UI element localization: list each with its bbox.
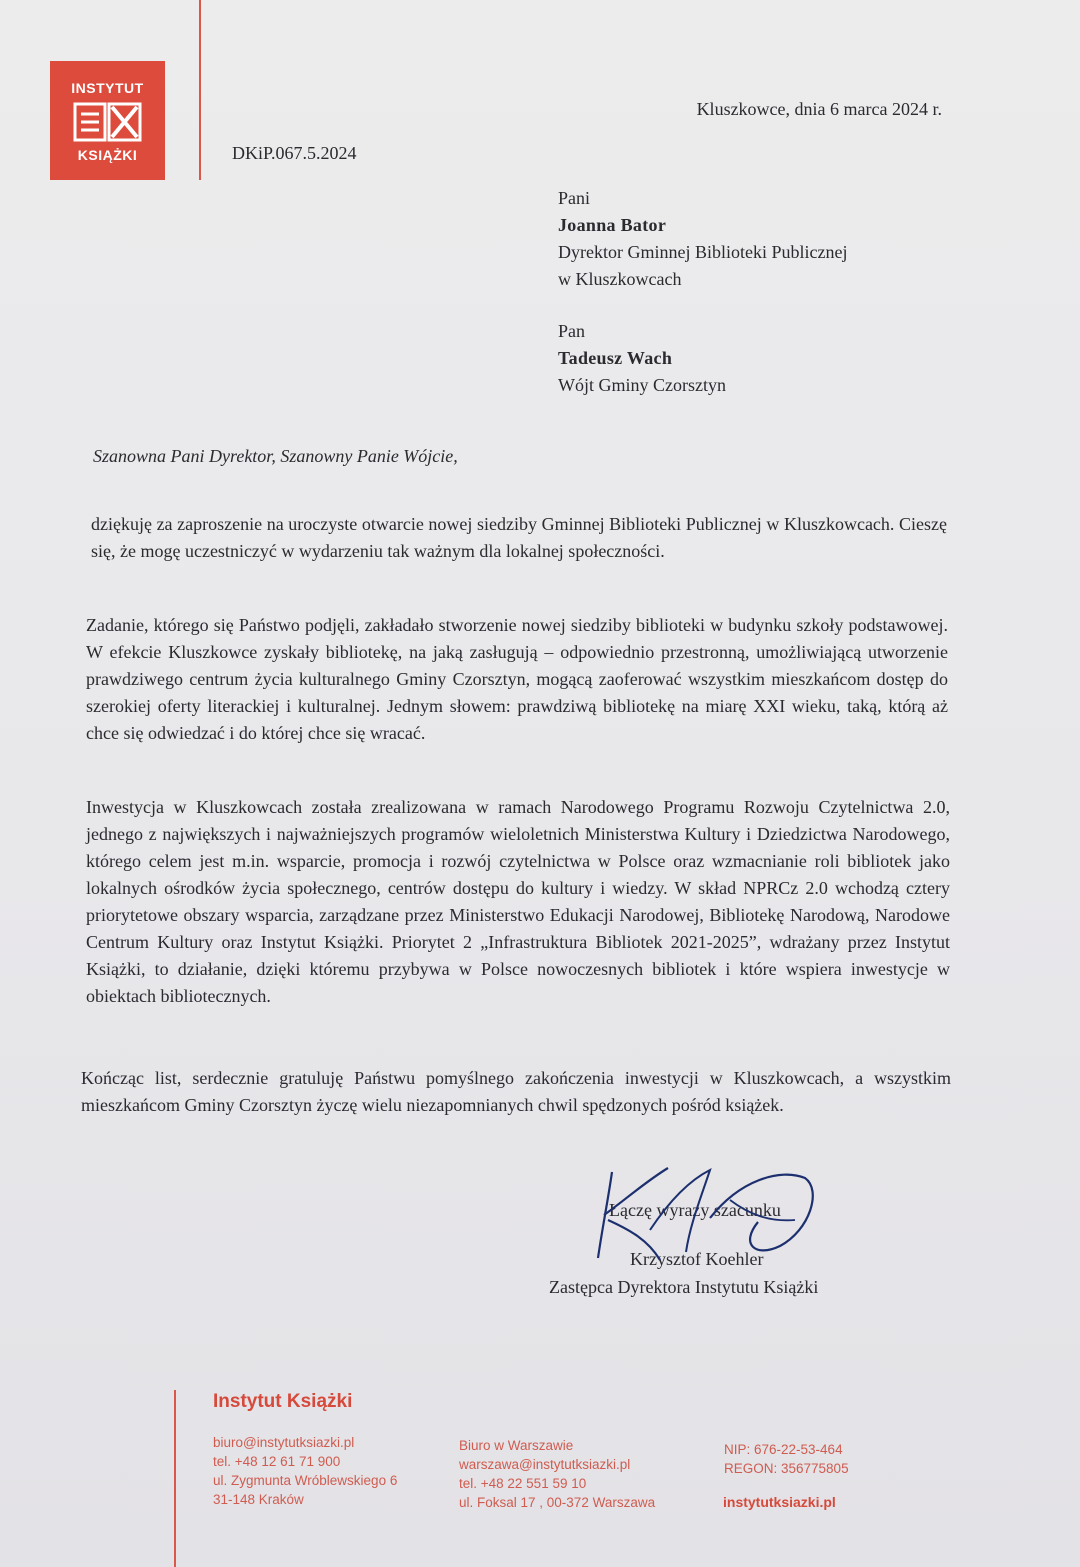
footer-warsaw-contact bbox=[459, 1436, 655, 1512]
addressee-name: Joanna Bator bbox=[558, 215, 667, 235]
addressee-salutation: Pani bbox=[558, 188, 591, 208]
body-paragraph: Kończąc list, serdecznie gratuluję Państwu pomyślnego zakończenia inwestycji w Kluszkowcach, a wszystkim mieszkańcom Gminy Czorsztyn życzę wielu niezapomnianych chwil spędzonych pośród książek. bbox=[81, 1068, 951, 1115]
reference-number: DKiP.067.5.2024 bbox=[232, 143, 357, 163]
footer-street: ul. Zygmunta Wróblewskiego 6 bbox=[213, 1473, 398, 1488]
logo-line-2: KSIĄŻKI bbox=[77, 147, 138, 163]
signer-name: Krzysztof Koehler bbox=[630, 1249, 764, 1269]
book-x-icon bbox=[73, 102, 142, 142]
body-paragraph: Zadanie, którego się Państwo podjęli, zakładało stworzenie nowej siedziby biblioteki w budynku szkoły podstawowej. W efekcie Kluszkowce zyskały bibliotekę, na jaką zasługują – odpowiednio przestronną, umożliwiającą utworzenie prawdziwego centrum życia kulturalnego Gminy Czorsztyn, mogącą zaoferować wszystkim mieszkańcom dostęp do szerokiej oferty literackiej i kulturalnej. Jednym słowem: prawdziwą bibliotekę na miarę XXI wieku, taką, którą aż chce się odwiedzać i do której chce się wracać. bbox=[86, 615, 948, 743]
footer-company-ids bbox=[724, 1440, 849, 1478]
addressee-block bbox=[558, 185, 847, 293]
footer-brand: Instytut Książki bbox=[213, 1391, 353, 1412]
addressee-block bbox=[558, 318, 726, 399]
footer-regon: REGON: 356775805 bbox=[724, 1461, 849, 1476]
footer-red-rule bbox=[174, 1390, 176, 1567]
letter-date: Kluszkowce, dnia 6 marca 2024 r. bbox=[696, 99, 942, 119]
addressee-position: Wójt Gminy Czorsztyn bbox=[558, 375, 726, 395]
footer-street: ul. Foksal 17 , 00-372 Warszawa bbox=[459, 1495, 656, 1510]
logo-line-1: INSTYTUT bbox=[71, 80, 144, 96]
signer-title: Zastępca Dyrektora Instytutu Książki bbox=[549, 1277, 819, 1297]
header-red-rule bbox=[199, 0, 201, 180]
addressee-position: Dyrektor Gminnej Biblioteki Publicznej bbox=[558, 242, 848, 262]
footer-phone: tel. +48 22 551 59 10 bbox=[459, 1476, 587, 1491]
footer-email-link[interactable]: warszawa@instytutksiazki.pl bbox=[459, 1457, 631, 1472]
institute-logo bbox=[50, 61, 165, 180]
addressee-location: w Kluszkowcach bbox=[558, 269, 682, 289]
addressee-name: Tadeusz Wach bbox=[558, 348, 673, 368]
footer-website-link[interactable]: instytutksiazki.pl bbox=[723, 1494, 836, 1510]
greeting: Szanowna Pani Dyrektor, Szanowny Panie Wójcie, bbox=[93, 446, 458, 466]
body-paragraph: dziękuję za zaproszenie na uroczyste otwarcie nowej siedziby Gminnej Biblioteki Publicznej w Kluszkowcach. Cieszę się, że mogę uczestniczyć w wydarzeniu tak ważnym dla lokalnej społeczności. bbox=[91, 514, 947, 561]
footer-email-link[interactable]: biuro@instytutksiazki.pl bbox=[213, 1435, 355, 1450]
footer-phone: tel. +48 12 61 71 900 bbox=[213, 1454, 341, 1469]
footer-office-label: Biuro w Warszawie bbox=[459, 1438, 574, 1453]
addressee-salutation: Pan bbox=[558, 321, 585, 341]
footer-krakow-contact bbox=[213, 1433, 397, 1509]
body-paragraph: Inwestycja w Kluszkowcach została zrealizowana w ramach Narodowego Programu Rozwoju Czytelnictwa 2.0, jednego z największych i najważniejszych programów wieloletnich Ministerstwa Kultury i Dziedzictwa Narodowego, którego celem jest m.in. wsparcie, promocja i rozwój czytelnictwa w Polsce oraz wzmacnianie roli bibliotek jako lokalnych ośrodków życia społecznego, centrów dostępu do kultury i wiedzy. W skład NPRCz 2.0 wchodzą cztery priorytetowe obszary wsparcia, zarządzane przez Ministerstwo Edukacji Narodowej, Bibliotekę Narodową, Narodowe Centrum Kultury oraz Instytut Książki. Priorytet 2 „Infrastruktura Bibliotek 2021-2025”, wdrażany przez Instytut Książki, to działanie, dzięki któremu przybywa w Polsce nowoczesnych bibliotek i które wspiera inwestycje w obiektach bibliotecznych. bbox=[86, 797, 950, 1006]
handwritten-signature bbox=[590, 1160, 830, 1270]
footer-nip: NIP: 676-22-53-464 bbox=[724, 1442, 843, 1457]
footer-city: 31-148 Kraków bbox=[213, 1492, 304, 1507]
closing-phrase: Łączę wyrazy szacunku bbox=[609, 1200, 781, 1220]
